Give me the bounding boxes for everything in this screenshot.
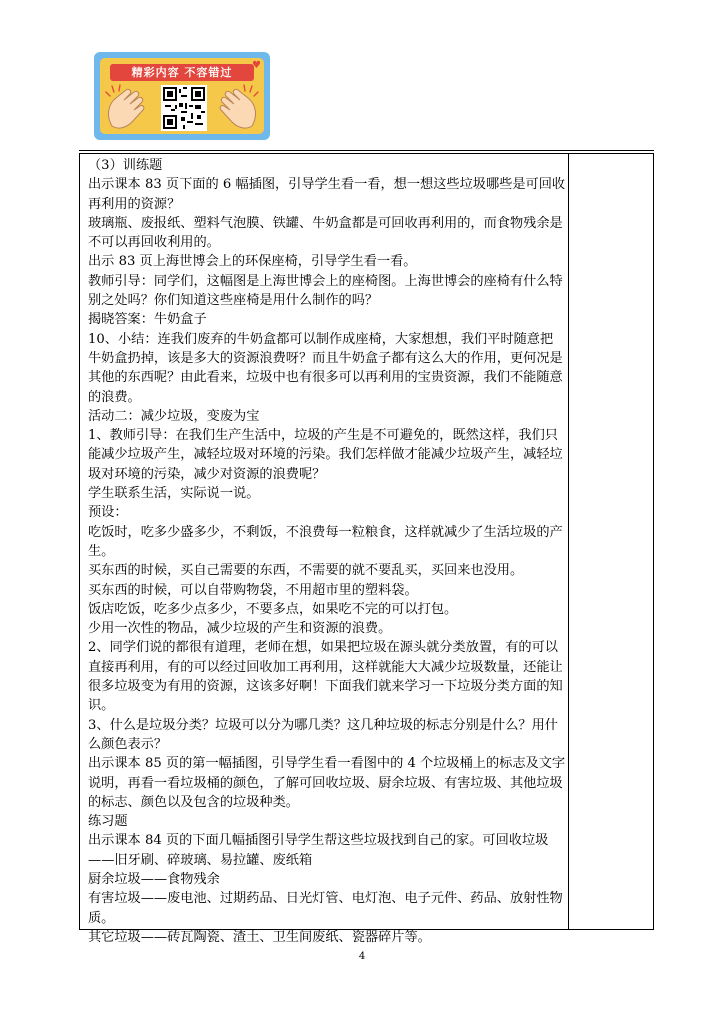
paragraph: 预设： <box>88 505 128 521</box>
clapping-hands-icon <box>216 82 260 130</box>
paragraph: 买东西的时候，买自己需要的东西，不需要的就不要乱买，买回来也没用。 <box>88 563 524 579</box>
paragraph: 玻璃瓶、废报纸、塑料气泡膜、铁罐、牛奶盒都是可回收再利用的，而食物残余是不可以再回收利用的。 <box>88 215 563 251</box>
qr-code-icon[interactable] <box>161 85 207 131</box>
page-number: 4 <box>358 951 366 962</box>
paragraph: 2、同学们说的都很有道理，老师在想，如果把垃圾在源头就分类放置，有的可以直接再利用，有的可以经过回收加工再利用，这样就能大大减少垃圾数量，还能让很多垃圾变为有用的资源，这该多好啊！下面我们就来学习一下垃圾分类方面的知识。 <box>88 640 563 714</box>
paragraph: 练习题 <box>88 814 128 830</box>
paragraph: 出示课本 84 页的下面几幅插图引导学生帮这些垃圾找到自己的家。可回收垃圾——旧牙刷、碎玻璃、易拉罐、废纸箱 <box>88 833 549 868</box>
paragraph: 买东西的时候，可以自带购物袋，不用超市里的塑料袋。 <box>88 582 418 598</box>
paragraph: 出示课本 85 页的第一幅插图，引导学生看一看图中的 4 个垃圾桶上的标志及文字说明，再看一看垃圾桶的颜色，了解可回收垃圾、厨余垃圾、有害垃圾、其他垃圾的标志、颜色以及包含的垃圾种类。 <box>88 756 566 810</box>
paragraph: 1、教师引导：在我们生产生活中，垃圾的产生是不可避免的，既然这样，我们只能减少垃圾产生，减轻垃圾对环境的污染。我们怎样做才能减少垃圾产生，减轻垃圾对环境的污染，减少对资源的浪费呢？ <box>88 428 563 482</box>
table-top-rule <box>79 150 654 151</box>
paragraph: 出示 83 页上海世博会上的环保座椅，引导学生看一看。 <box>88 254 417 270</box>
heart-icon: ♥ <box>252 60 261 71</box>
table-column-divider <box>568 153 569 930</box>
paragraph: 其它垃圾——砖瓦陶瓷、渣土、卫生间废纸、瓷器碎片等。 <box>88 929 431 945</box>
promo-banner[interactable] <box>94 52 270 140</box>
paragraph: 揭晓答案：牛奶盒子 <box>88 312 207 328</box>
paragraph: 厨余垃圾——食物残余 <box>88 871 220 887</box>
paragraph: 活动二：减少垃圾，变废为宝 <box>88 408 260 424</box>
paragraph: 有害垃圾——废电池、过期药品、日光灯管、电灯泡、电子元件、药品、放射性物质。 <box>88 891 563 926</box>
paragraph: 出示课本 83 页下面的 6 幅插图，引导学生看一看，想一想这些垃圾哪些是可回收再利用的资源？ <box>88 177 566 212</box>
promo-banner-title: 精彩内容 不容错过 <box>110 64 254 81</box>
paragraph: 少用一次性的物品，减少垃圾的产生和资源的浪费。 <box>88 621 392 637</box>
paragraph: 饭店吃饭，吃多少点多少，不要多点，如果吃不完的可以打包。 <box>88 601 458 617</box>
paragraph: 10、小结：连我们废弃的牛奶盒都可以制作成座椅，大家想想，我们平时随意把牛奶盒扔掉，该是多大的资源浪费呀？而且牛奶盒子都有这么大的作用，更何况是其他的东西呢？由此看来，垃圾中也有很多可以再利用的宝贵资源，我们不能随意的浪费。 <box>88 331 563 405</box>
clapping-hands-icon <box>104 82 148 130</box>
paragraph: （3）训练题 <box>88 158 163 173</box>
paragraph: 吃饭时，吃多少盛多少，不剩饭，不浪费每一粒粮食，这样就减少了生活垃圾的产生。 <box>88 524 563 559</box>
paragraph: 教师引导：同学们，这幅图是上海世博会上的座椅图。上海世博会的座椅有什么特别之处吗？你们知道这些座椅是用什么制作的吗？ <box>88 273 563 309</box>
paragraph: 学生联系生活，实际说一说。 <box>88 486 260 502</box>
paragraph: 3、什么是垃圾分类？垃圾可以分为哪几类？这几种垃圾的标志分别是什么？用什么颜色表示？ <box>88 717 558 752</box>
promo-banner-panel <box>100 58 264 134</box>
lesson-content <box>88 156 566 947</box>
